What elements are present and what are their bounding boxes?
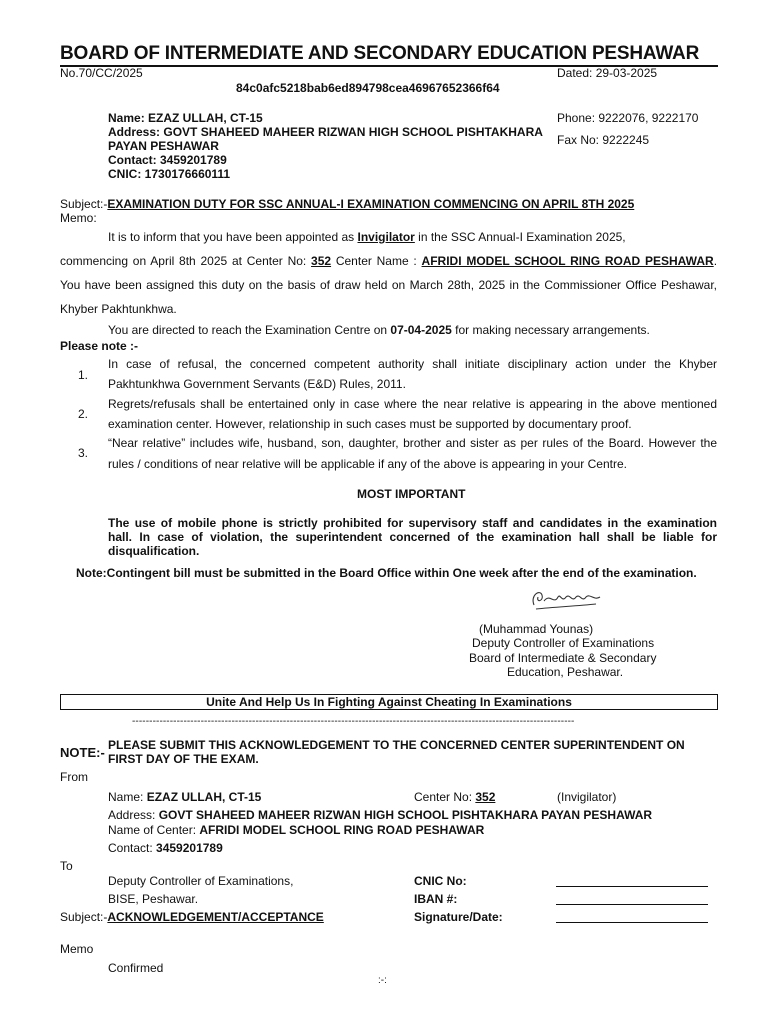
letter-date: Dated: 29-03-2025 [557,66,658,80]
anti-cheating-banner: Unite And Help Us In Fighting Against Cheating In Examinations [60,694,718,710]
note-2-line-1: Regrets/refusals shall be entertained only in case where the near relative is appearing in the above mentioned [108,397,717,411]
recipient-contact: Contact: 3459201789 [108,153,227,167]
ack-center-number: Center No: 352 [414,790,496,804]
ack-note-line-1: PLEASE SUBMIT THIS ACKNOWLEDGEMENT TO THE CONCERNED CENTER SUPERINTENDENT ON [108,738,685,752]
ack-role: (Invigilator) [557,790,617,804]
ack-from-label: From [60,770,88,784]
note-1-line-2: Pakhtunkhwa Government Servants (E&D) Rules, 2011. [108,377,406,391]
ack-note-line-2: FIRST DAY OF THE EXAM. [108,752,259,766]
ack-address: Address: GOVT SHAHEED MAHEER RIZWAN HIGH SCHOOL PISHTAKHARA PAYAN PESHAWAR [108,808,653,822]
recipient-name: Name: EZAZ ULLAH, CT-15 [108,111,263,125]
notes-heading: Please note :- [60,339,139,353]
note-3-line-2: rules / conditions of near relative will be applicable if any of the above is appearing in your Centre. [108,457,627,471]
body-paragraph-2: commencing on April 8th 2025 at Center No: 352 Center Name : AFRIDI MODEL SCHOOL RING ROAD PESHAWAR. [60,254,718,268]
report-date: 07-04-2025 [390,323,452,337]
signatory-name: (Muhammad Younas) [479,622,594,636]
recipient-address: Address: GOVT SHAHEED MAHEER RIZWAN HIGH SCHOOL PISHTAKHARA [108,125,543,139]
center-name: AFRIDI MODEL SCHOOL RING ROAD PESHAWAR [421,254,714,268]
ack-confirmed: Confirmed [108,961,164,975]
office-phone: Phone: 9222076, 9222170 [557,111,699,125]
most-important-heading: MOST IMPORTANT [357,487,466,501]
note-3-line-1: “Near relative” includes wife, husband, son, daughter, brother and sister as per rules of the Board. However the [108,436,717,450]
page-end-mark: :-: [378,975,387,986]
body-paragraph-4: Khyber Pakhtunkhwa. [60,302,177,316]
body-paragraph-5: You are directed to reach the Examination Centre on 07-04-2025 for making necessary arrangements. [108,323,650,337]
signatory-org-line-2: Education, Peshawar. [507,665,624,679]
signature-field-blank[interactable] [556,922,708,923]
note-1-line-1: In case of refusal, the concerned competent authority shall initiate disciplinary action under the Khyber [108,357,717,371]
signature-field-label: Signature/Date: [414,910,503,924]
board-title: BOARD OF INTERMEDIATE AND SECONDARY EDUCATION PESHAWAR [60,43,700,64]
memo-label: Memo: [60,211,97,225]
appointed-role: Invigilator [357,230,415,244]
body-paragraph-3: You have been assigned this duty on the basis of draw held on March 28th, 2025 in the Commissioner Office Peshawar, [60,278,717,292]
ack-to-line-1: Deputy Controller of Examinations, [108,874,294,888]
contingent-bill-note: Note:Contingent bill must be submitted in the Board Office within One week after the end of the examination. [76,566,697,580]
cnic-field-blank[interactable] [556,886,708,887]
important-line-2: hall. In case of violation, the superintendent concerned of the examination hall shall be liable for [108,530,717,544]
center-number: 352 [311,254,332,268]
subject-line: Subject:-EXAMINATION DUTY FOR SSC ANNUAL-I EXAMINATION COMMENCING ON APRIL 8TH 2025 [60,197,635,211]
important-line-3: disqualification. [108,544,200,558]
ack-subject-line: Subject:-ACKNOWLEDGEMENT/ACCEPTANCE [60,910,324,924]
note-2-line-2: examination center. However, relationship in such cases must be supported by documentary proof. [108,417,632,431]
ack-center-name: Name of Center: AFRIDI MODEL SCHOOL RING ROAD PESHAWAR [108,823,485,837]
office-fax: Fax No: 9222245 [557,133,650,147]
ack-note-label: NOTE:- [60,745,105,760]
subject-text: EXAMINATION DUTY FOR SSC ANNUAL-I EXAMINATION COMMENCING ON APRIL 8TH 2025 [107,197,635,211]
signature-icon [526,585,608,613]
signatory-designation: Deputy Controller of Examinations [472,636,655,650]
ack-to-label: To [60,859,73,873]
note-number-2: 2. [78,407,89,421]
reference-number: No.70/CC/2025 [60,66,143,80]
cut-line: --------------------------------------------------------------------------------------------------------------------------------- [132,716,575,727]
note-number-1: 1. [78,368,89,382]
cnic-field-label: CNIC No: [414,874,467,888]
ack-name: Name: EZAZ ULLAH, CT-15 [108,790,262,804]
signatory-org-line-1: Board of Intermediate & Secondary [469,651,657,665]
recipient-address-line2: PAYAN PESHAWAR [108,139,219,153]
body-paragraph-1: It is to inform that you have been appointed as Invigilator in the SSC Annual-I Examination 2025, [108,230,626,244]
ack-contact: Contact: 3459201789 [108,841,223,855]
ack-memo-label: Memo [60,942,94,956]
recipient-cnic: CNIC: 1730176660111 [108,167,231,181]
document-hash: 84c0afc5218bab6ed894798cea46967652366f64 [236,81,500,95]
iban-field-label: IBAN #: [414,892,458,906]
iban-field-blank[interactable] [556,904,708,905]
note-number-3: 3. [78,446,89,460]
important-line-1: The use of mobile phone is strictly prohibited for supervisory staff and candidates in the examination [108,516,717,530]
ack-to-line-2: BISE, Peshawar. [108,892,199,906]
